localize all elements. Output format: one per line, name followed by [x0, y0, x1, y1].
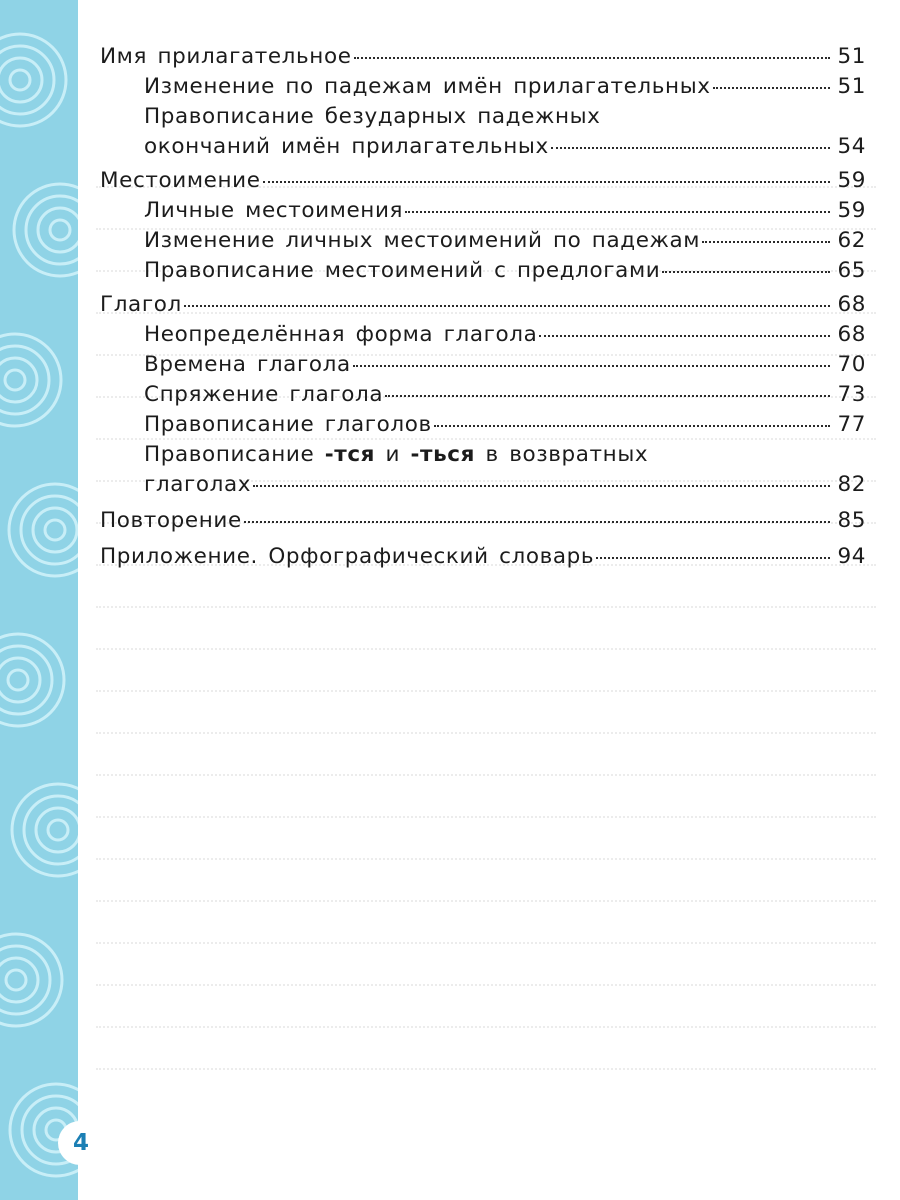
tsya-suffix: -тся [324, 442, 376, 467]
tsya-and: и [375, 442, 411, 467]
decorative-swirl-border [0, 0, 78, 1200]
toc-entry-pravopisanie-bezudarnyh-line2: окончаний имён прилагательных 54 [144, 134, 866, 159]
tsya-line-end: в возвратных [475, 442, 649, 467]
toc-entry-povtorenie: Повторение 85 [100, 508, 866, 533]
toc-entry-mestoimenie: Местоимение 59 [100, 168, 866, 193]
toc-entry-izmenenie-po-padezham: Изменение по падежам имён прилагательных 51 [144, 74, 866, 99]
toc-entry-glagol: Глагол 68 [100, 292, 866, 317]
toc-entry-spryazhenie-glagola: Спряжение глагола 73 [144, 382, 866, 407]
toc-entry-izmenenie-lichnyh: Изменение личных местоимений по падежам 62 [144, 228, 866, 253]
page-number: 4 [58, 1121, 104, 1165]
toc-entry-pravopisanie-glagolov: Правописание глаголов 77 [144, 412, 866, 437]
toc-entry-pravopisanie-mestoimeniy: Правописание местоимений с предлогами 65 [144, 258, 866, 283]
tsya-soft-suffix: -ться [410, 442, 476, 467]
table-of-contents [100, 44, 866, 569]
toc-entry-neopredelennaya-forma: Неопределённая форма глагола 68 [144, 322, 866, 347]
toc-entry-lichnye-mestoimeniya: Личные местоимения 59 [144, 198, 866, 223]
swirl-pattern-icon [0, 0, 78, 1200]
toc-entry-imya-prilagatelnoe: Имя прилагательное 51 [100, 44, 866, 69]
tsya-prefix: Правописание [144, 442, 325, 467]
toc-entry-tsya-line2: глаголах 82 [144, 472, 866, 497]
toc-entry-prilozhenie: Приложение. Орфографический словарь 94 [100, 544, 866, 569]
toc-entry-vremena-glagola: Времена глагола 70 [144, 352, 866, 377]
toc-entry-pravopisanie-bezudarnyh-line1: Правописание безударных падежных [144, 104, 601, 129]
toc-entry-tsya-line1 [100, 442, 866, 467]
